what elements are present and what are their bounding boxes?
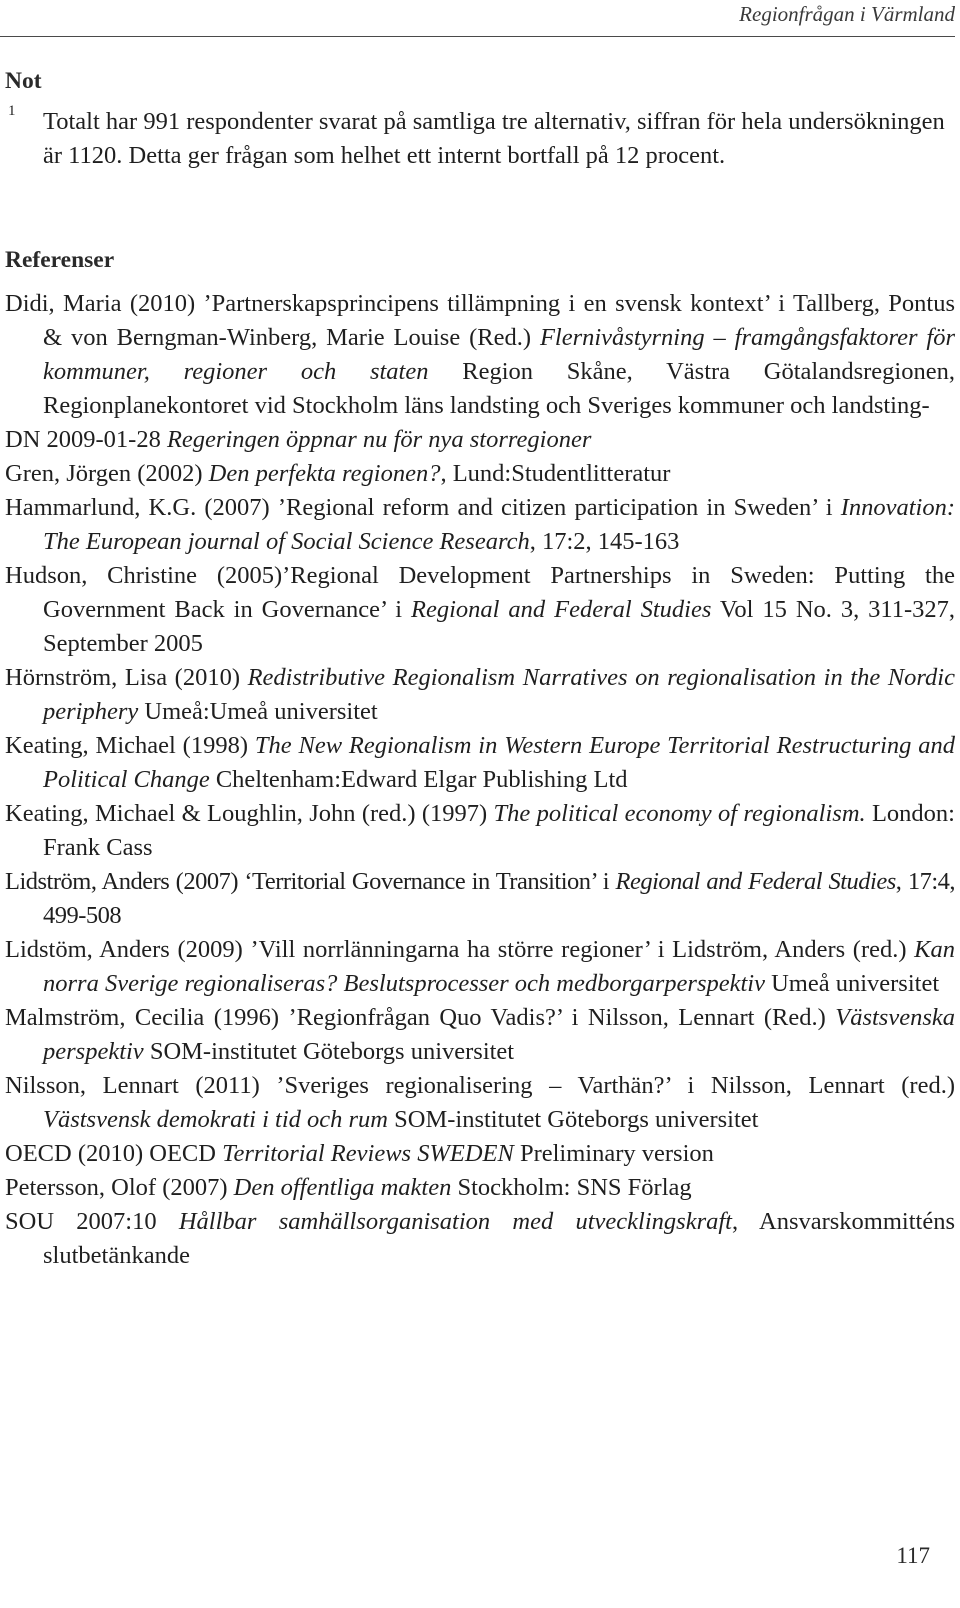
reference-title: Regeringen öppnar nu för nya storregioner xyxy=(166,426,592,453)
reference-title: Regional and Federal Studies xyxy=(411,596,712,623)
reference-entry xyxy=(5,1205,955,1273)
footnote-text: Totalt har 991 respondenter svarat på samtliga tre alternativ, siffran för hela undersökningen är 1120. Detta ger frågan som helhet ett internt bortfall på 12 procent. xyxy=(43,108,945,169)
reference-entry xyxy=(5,1069,955,1137)
reference-title: Hållbar samhällsorganisation med utvecklingskraft xyxy=(178,1208,732,1235)
reference-text: Hörnström, Lisa (2010) xyxy=(5,664,248,691)
reference-text: , 17:2, 145-163 xyxy=(529,528,680,555)
reference-entry xyxy=(5,491,955,559)
running-header xyxy=(0,0,955,37)
reference-title: Kan norra Sverige regionaliseras? Beslutsprocesser och medborgarperspektiv xyxy=(43,936,955,997)
reference-text: , Lund:Studentlitteratur xyxy=(440,460,671,487)
reference-text: Nilsson, Lennart (2011) ’Sveriges regionalisering – Varthän?’ i Nilsson, Lennart (red.) xyxy=(5,1072,955,1099)
reference-entry xyxy=(5,1001,955,1069)
page-content xyxy=(5,66,955,1273)
reference-text: Didi, Maria (2010) ’Partnerskapsprincipens tillämpning i en svensk kontext’ i Tallberg, Pontus & von Berngman-Winberg, Marie Louise (Red.) xyxy=(5,290,955,351)
reference-text: , 17:4, 499-508 xyxy=(43,868,955,929)
reference-title: Redistributive Regionalism Narratives on regionalisation in the Nordic periphery xyxy=(43,664,955,725)
reference-text: Hammarlund, K.G. (2007) ’Regional reform and citizen participation in Sweden’ i xyxy=(5,494,841,521)
reference-text: Umeå universitet xyxy=(764,970,940,997)
reference-entry xyxy=(5,1137,955,1171)
reference-entry xyxy=(5,865,955,933)
reference-title: The political economy of regionalism. xyxy=(493,800,866,827)
reference-text: , Ansvarskommitténs slutbetänkande xyxy=(43,1208,955,1269)
reference-entry xyxy=(5,661,955,729)
reference-title: Den perfekta regionen? xyxy=(208,460,441,487)
reference-entry xyxy=(5,933,955,1001)
reference-entry xyxy=(5,457,955,491)
reference-text: OECD (2010) OECD xyxy=(5,1140,223,1167)
reference-text: Keating, Michael (1998) xyxy=(5,732,255,759)
notes-heading: Not xyxy=(5,68,42,94)
reference-text: SOM-institutet Göteborgs universitet xyxy=(143,1038,515,1065)
reference-text: SOM-institutet Göteborgs universitet xyxy=(388,1106,759,1133)
reference-text: Vol 15 No. 3, 311-327, September 2005 xyxy=(43,596,956,657)
reference-text: Stockholm: SNS Förlag xyxy=(451,1174,692,1201)
reference-title: Västsvenska perspektiv xyxy=(43,1004,955,1065)
reference-title: Den offentliga makten xyxy=(233,1174,452,1201)
reference-title: Territorial Reviews SWEDEN xyxy=(222,1140,514,1167)
page-number: 117 xyxy=(896,1543,930,1568)
reference-text: Gren, Jörgen (2002) xyxy=(5,460,209,487)
reference-text: Malmström, Cecilia (1996) ’Regionfrågan Quo Vadis?’ i Nilsson, Lennart (Red.) xyxy=(5,1004,836,1031)
reference-text: London: Frank Cass xyxy=(43,800,955,861)
reference-list xyxy=(5,287,955,1273)
reference-title: Regional and Federal Studies xyxy=(615,868,896,895)
reference-entry xyxy=(5,423,955,457)
reference-text: Umeå:Umeå universitet xyxy=(138,698,378,725)
reference-entry xyxy=(5,1171,955,1205)
reference-entry xyxy=(5,559,955,661)
reference-text: Lidstöm, Anders (2009) ’Vill norrlänningarna ha större regioner’ i Lidström, Anders (red.) xyxy=(5,936,915,963)
reference-text: Petersson, Olof (2007) xyxy=(5,1174,234,1201)
reference-text: Cheltenham:Edward Elgar Publishing Ltd xyxy=(209,766,628,793)
reference-text: Preliminary version xyxy=(513,1140,714,1167)
footnote xyxy=(5,105,955,173)
references-heading: Referenser xyxy=(5,247,115,273)
reference-text: Region Skåne, Västra Götalandsregionen, Regionplanekontoret vid Stockholm läns landsting och Sveriges kommuner och landsting- xyxy=(43,358,955,419)
running-title: Regionfrågan i Värmland xyxy=(739,2,955,26)
reference-text: Lidström, Anders (2007) ‘Territorial Governance in Transition’ i xyxy=(5,868,616,895)
reference-entry xyxy=(5,287,955,423)
reference-title: Innovation: The European journal of Social Science Research xyxy=(43,494,955,555)
reference-entry xyxy=(5,729,955,797)
reference-title: Flernivåstyrning – framgångsfaktorer för kommuner, regioner och staten xyxy=(43,324,955,385)
reference-text: DN 2009-01-28 xyxy=(5,426,167,453)
footnote-number: 1 xyxy=(8,103,16,119)
reference-text: Keating, Michael & Loughlin, John (red.) (1997) xyxy=(5,800,494,827)
reference-title: Västsvensk demokrati i tid och rum xyxy=(43,1106,388,1133)
reference-text: Hudson, Christine (2005)’Regional Development Partnerships in Sweden: Putting the Government Back in Governance’ i xyxy=(5,562,955,623)
reference-text: SOU 2007:10 xyxy=(5,1208,179,1235)
reference-entry xyxy=(5,797,955,865)
reference-title: The New Regionalism in Western Europe Territorial Restructuring and Political Change xyxy=(43,732,955,793)
